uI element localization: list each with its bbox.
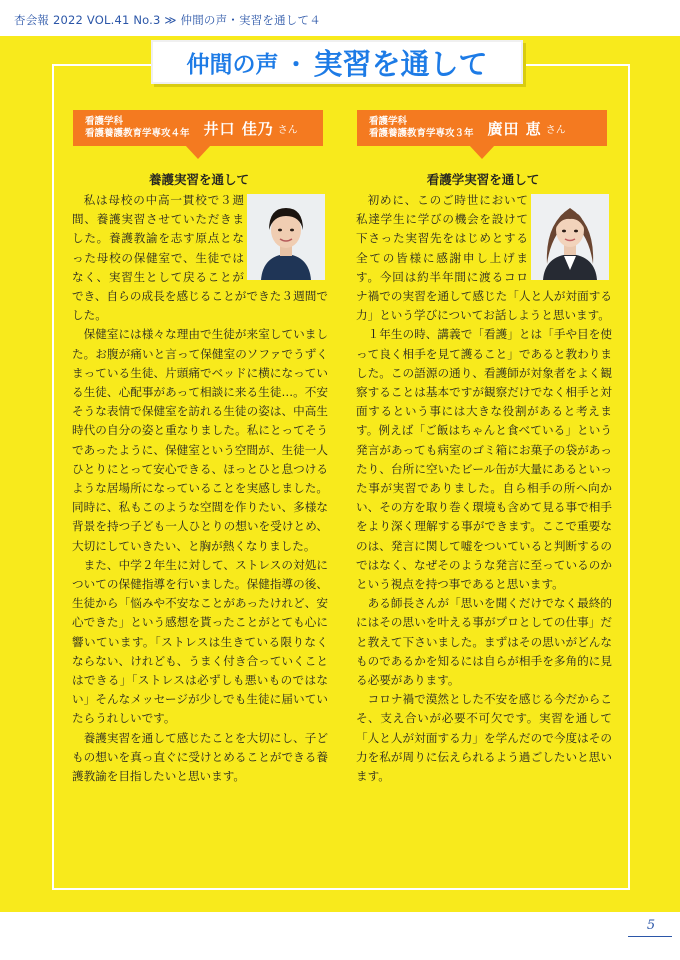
title-part2: 実習を通して (313, 46, 488, 81)
right-student-name: 廣田 恵 (487, 119, 542, 138)
right-heading: 看護学実習を通して (426, 172, 540, 187)
left-name-banner (73, 110, 323, 146)
right-dept: 看護学科 (369, 116, 408, 127)
left-program: 看護養護教育学専攻４年 (85, 128, 190, 139)
right-photo-spacer (528, 191, 612, 279)
running-head: 杏会報 2022 VOL.41 No.3 ≫ 仲間の声・実習を通して４ (14, 13, 321, 27)
left-paragraph-2: 保健室には様々な理由で生徒が来室していました。お腹が痛いと言って保健室のソファでうずくまっている生徒、片頭痛でベッドに横になっている生徒、心配事があって相談に来る生徒…。不安そうな表情で保健室を訪れる生徒の姿は、中高生時代の自分の姿と重なりました。私にとってそうであったように、保健室という空間が、生徒一人ひとりにとって安心できる、ほっとひと息つけるような居場所になっていることを実感しました。同時に、私もこのような空間を作りたい、多様な背景を持つ子ども一人ひとりの想いを受けとめ、大切にしていきたい、と胸が熱くなりました。 (72, 327, 328, 553)
title-dot: ・ (284, 51, 308, 78)
right-paragraph-2: １年生の時、講義で「看護」とは「手や目を使って良く相手を見て護ること」であると教わりました。この語源の通り、看護師が対象者をよく観察することは基本ですが観察だけでなく相手と対面するという事には大きな役割があると考えます。例えば「ご飯はちゃんと食べている」という発言があっても病室のゴミ箱にお菓子の袋があったり、台所に空いたビール缶が大量にあるといった事が実習でありました。自ら相手の所へ向かい、その方を取り巻く環境も含めて見る事で相手をより深く理解する事ができます。ここで重要なのは、発言に関して嘘をついていると判断するのではなく、なぜそのような発言に至っているのかという視点を持つ事であると思います。 (356, 327, 612, 592)
left-column-text (72, 191, 328, 786)
left-dept-block (85, 116, 190, 140)
right-dept-block (369, 116, 474, 140)
title-part1: 仲間の声 (186, 51, 279, 78)
page-number-rule (628, 936, 672, 937)
page-number: 5 (646, 918, 656, 933)
left-paragraph-3: また、中学２年生に対して、ストレスの対処についての保健指導を行いました。保健指導の後、生徒から「悩みや不安なことがあったけれど、安心できた」という感想を貰ったことがとても心に響いています。「ストレスは生きている限りなくならない、けれども、うまく付き合っていくことはできる」「ストレスは必ずしも悪いものではない」そんなメッセージが少しでも生徒に届いていたらうれしいです。 (72, 557, 328, 726)
title-box (151, 40, 523, 84)
right-paragraph-4: コロナ禍で漠然とした不安を感じる今だからこそ、支え合いが必要不可欠です。実習を通して「人と人が対面する力」を学んだので今度はその力を私が周りに伝えられるよう過ごしたいと思います。 (356, 692, 612, 784)
left-paragraph-1: 私は母校の中高一貫校で３週間、養護実習させていただきました。養護教諭を志す原点となった母校の保健室で、生徒ではなく、実習生として戻ることができ、自らの成長を感じることができた３週間でした。 (72, 193, 328, 323)
right-paragraph-3: ある師長さんが「思いを聞くだけでなく最終的にはその思いを叶える事がプロとしての仕事」だと教えて下さいました。まずはその思いがどんなものであるかを知るには自らが相手を多角的に見る必要があります。 (356, 596, 612, 688)
left-honorific: さん (277, 124, 298, 136)
right-honorific: さん (545, 124, 566, 136)
right-program: 看護養護教育学専攻３年 (369, 128, 474, 139)
left-paragraph-4: 養護実習を通して感じたことを大切にし、子どもの想いを真っ直ぐに受けとめることができる養護教諭を目指したいと思います。 (72, 730, 328, 784)
left-heading: 養護実習を通して (148, 172, 249, 187)
right-name-banner (357, 110, 607, 146)
left-dept: 看護学科 (85, 116, 124, 127)
left-student-name: 井口 佳乃 (203, 119, 274, 138)
right-paragraph-1: 初めに、このご時世において私達学生に学びの機会を設けて下さった実習先をはじめとする全ての皆様に感謝申し上げます。今回は約半年間に渡るコロナ禍での実習を通して感じた「人と人が対面する力」という学びについてお話しようと思います。 (356, 193, 612, 323)
left-photo-spacer (244, 191, 328, 279)
right-column-text (356, 191, 612, 786)
